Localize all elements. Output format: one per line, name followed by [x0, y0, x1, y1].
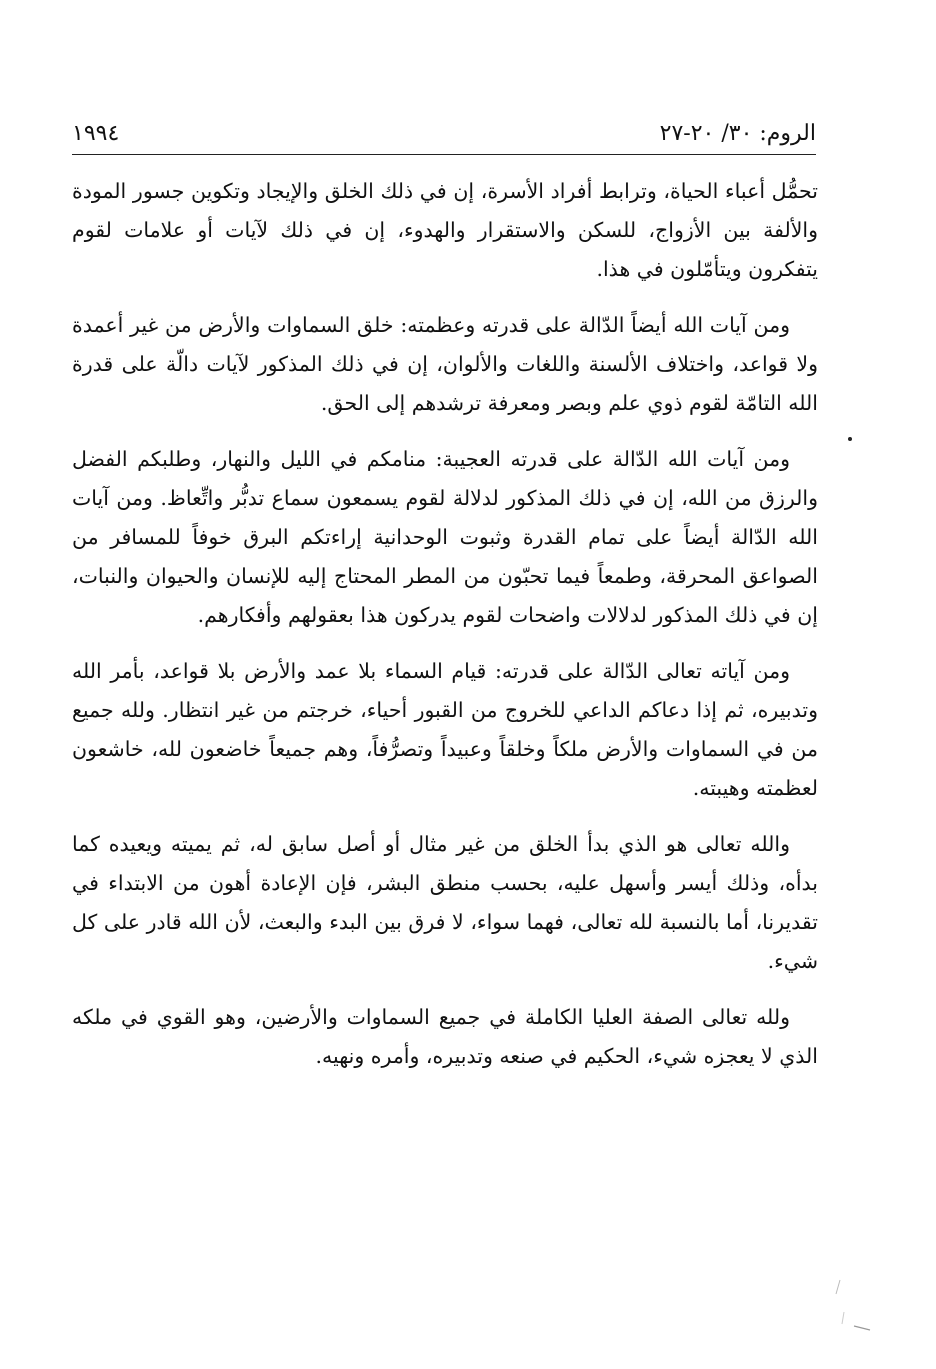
paragraph: والله تعالى هو الذي بدأ الخلق من غير مثال أو أصل سابق له، ثم يميته ويعيده كما بدأه، وذلك أيسر وأسهل عليه، بحسب منطق البشر، فإن الإعادة أهون من الابتداء في تقديرنا، أما بالنسبة لله تعالى، فهما سواء، لا فرق بين البدء والبعث، لأن الله قادر على كل شيء. — [72, 832, 818, 973]
paragraph: تحمُّل أعباء الحياة، وترابط أفراد الأسرة، إن في ذلك الخلق والإيجاد وتكوين جسور المودة والألفة بين الأزواج، للسكن والاستقرار والهدوء، إن في ذلك لآيات أو علامات لقوم يتفكرون ويتأمّلون في هذا. — [72, 179, 818, 281]
running-title: الروم: ٣٠/ ٢٠-٢٧ — [659, 121, 816, 146]
scan-speck — [848, 437, 852, 441]
scan-marks — [830, 1272, 890, 1342]
body-text — [72, 172, 818, 1093]
paragraph: ومن آياته تعالى الدّالة على قدرته: قيام السماء بلا عمد والأرض بلا قواعد، بأمر الله وتدبيره، ثم إذا دعاكم الداعي للخروج من القبور أحياء، خرجتم من غير انتظار. ولله جميع من في السماوات والأرض ملكاً وخلقاً وعبيداً وتصرُّفاً، وهم جميعاً خاضعون لله، خاشعون لعظمته وهيبته. — [72, 659, 818, 800]
header-rule — [72, 154, 816, 155]
paragraph: ولله تعالى الصفة العليا الكاملة في جميع السماوات والأرضين، وهو القوي في ملكه الذي لا يعجزه شيء، الحكيم في صنعه وتدبيره، وأمره ونهيه. — [72, 1005, 818, 1068]
page-header — [72, 118, 816, 154]
page-number: ١٩٩٤ — [72, 121, 120, 146]
paragraph: ومن آيات الله الدّالة على قدرته العجيبة: منامكم في الليل والنهار، وطلبكم الفضل والرزق من الله، إن في ذلك المذكور لدلالة لقوم يسمعون سماع تدبُّر واتِّعاظ. ومن آيات الله الدّالة أيضاً على تمام القدرة وثبوت الوحدانية إراءتكم البرق خوفاً للمسافر من الصواعق المحرقة، وطمعاً فيما تحبّون من المطر المحتاج إليه للإنسان والحيوان والنبات، إن في ذلك المذكور لدلالات واضحات لقوم يدركون هذا بعقولهم وأفكارهم. — [72, 447, 818, 627]
paragraph: ومن آيات الله أيضاً الدّالة على قدرته وعظمته: خلق السماوات والأرض من غير أعمدة ولا قواعد، واختلاف الألسنة واللغات والألوان، إن في ذلك المذكور لآيات دالّة على قدرة الله التامّة لقوم ذوي علم وبصر ومعرفة ترشدهم إلى الحق. — [72, 313, 818, 415]
